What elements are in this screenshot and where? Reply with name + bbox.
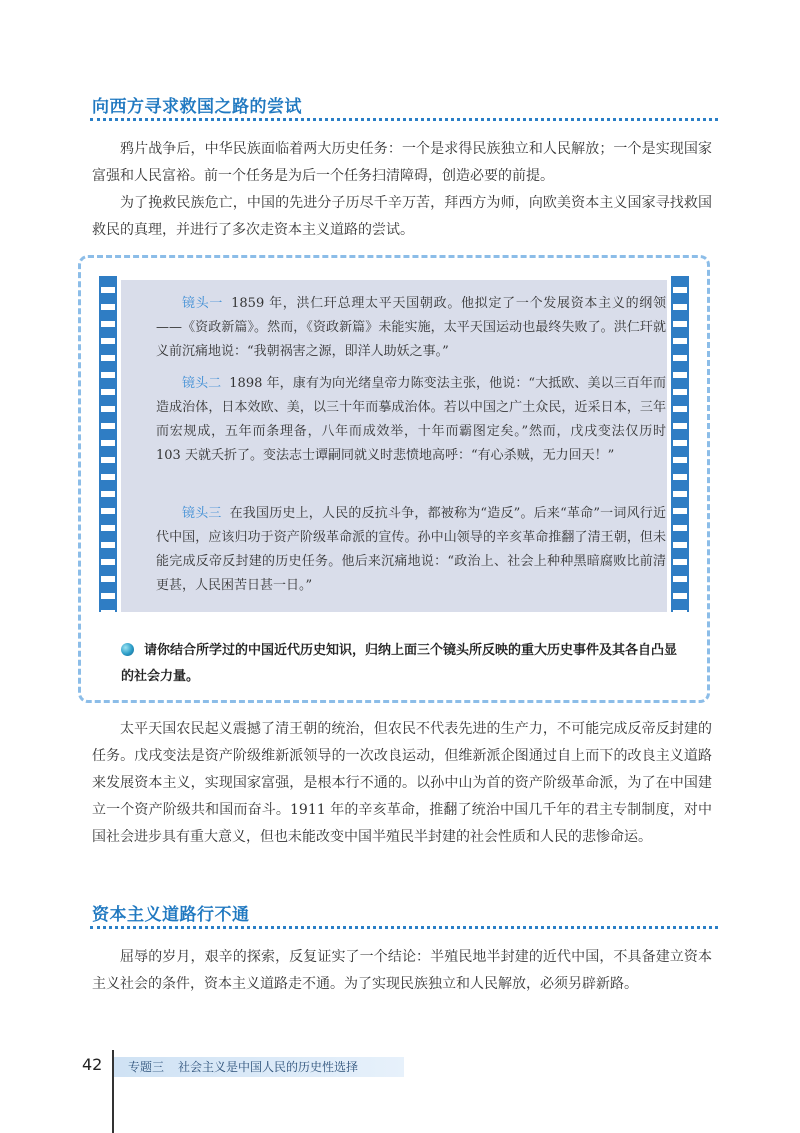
scene-3	[156, 502, 666, 598]
globe-bullet-icon	[121, 643, 134, 656]
film-frame-box	[78, 255, 710, 703]
conclusion-paragraph: 屈辱的岁月，艰辛的探索，反复证实了一个结论：半殖民地半封建的近代中国，不具备建立资本主义社会的条件，资本主义道路走不通。为了实现民族独立和人民解放，必须另辟新路。	[92, 949, 712, 992]
scene-2	[156, 372, 666, 468]
film-question-text: 请你结合所学过的中国近代历史知识，归纳上面三个镜头所反映的重大历史事件及其各自凸显的社会力量。	[121, 643, 678, 684]
footer-topic: 专题三	[128, 1060, 165, 1074]
footer-label	[128, 1058, 372, 1075]
film-question	[121, 638, 681, 690]
scene-3-text: 在我国历史上，人民的反抗斗争，都被称为“造反”。后来“革命”一词风行近代中国，应该归功于资产阶级革命派的宣传。孙中山领导的辛亥革命推翻了清王朝，但未能完成反帝反封建的历史任务。他后来沉痛地说：“政治上、社会上种种黑暗腐败比前清更甚，人民困苦日甚一日。”	[156, 506, 666, 593]
scene-2-text: 1898 年，康有为向光绪皇帝力陈变法主张，他说：“大抵欧、美以三百年而造成治体，日本效欧、美，以三十年而摹成治体。若以中国之广土众民，近采日本，三年而宏规成，五年而条理备，八年而成效举，十年而霸图定矣。”然而，戊戌变法仅历时 103 天就夭折了。变法志士谭嗣同就义时悲愤地高呼：“有心杀贼，无力回天！”	[156, 376, 666, 463]
scene-2-label: 镜头二	[182, 376, 222, 391]
dotted-divider	[90, 118, 718, 121]
scene-3-label: 镜头三	[182, 506, 222, 521]
section-heading-western-attempts: 向西方寻求救国之路的尝试	[92, 97, 302, 117]
analysis-paragraph: 太平天国农民起义震撼了清王朝的统治，但农民不代表先进的生产力，不可能完成反帝反封建的任务。戊戌变法是资产阶级维新派领导的一次改良运动，但维新派企图通过自上而下的改良主义道路来发展资本主义，实现国家富强，是根本行不通的。以孙中山为首的资产阶级革命派，为了在中国建立一个资产阶级共和国而奋斗。1911 年的辛亥革命，推翻了统治中国几千年的君主专制制度，对中国社会进步具有重大意义，但也未能改变中国半殖民半封建的社会性质和人民的悲惨命运。	[92, 721, 712, 845]
scene-1	[156, 292, 666, 364]
footer-title: 社会主义是中国人民的历史性选择	[178, 1060, 359, 1074]
scene-1-text: 1859 年，洪仁玕总理太平天国朝政。他拟定了一个发展资本主义的纲领——《资政新篇》。然而，《资政新篇》未能实施，太平天国运动也最终失败了。洪仁玕就义前沉痛地说：“我朝祸害之源，即洋人助妖之事。”	[156, 296, 666, 359]
film-strip-left	[99, 276, 117, 612]
scene-1-label: 镜头一	[182, 296, 224, 311]
page-number: 42	[82, 1055, 103, 1074]
section-heading-capitalism-fails: 资本主义道路行不通	[92, 905, 250, 925]
film-strip-right	[671, 276, 689, 612]
intro-paragraph-2: 为了挽救民族危亡，中国的先进分子历尽千辛万苦，拜西方为师，向欧美资本主义国家寻找救国救民的真理，并进行了多次走资本主义道路的尝试。	[92, 195, 712, 238]
intro-paragraph-1: 鸦片战争后，中华民族面临着两大历史任务：一个是求得民族独立和人民解放；一个是实现国家富强和人民富裕。前一个任务是为后一个任务扫清障碍，创造必要的前提。	[92, 141, 712, 184]
dotted-divider-2	[90, 926, 718, 929]
